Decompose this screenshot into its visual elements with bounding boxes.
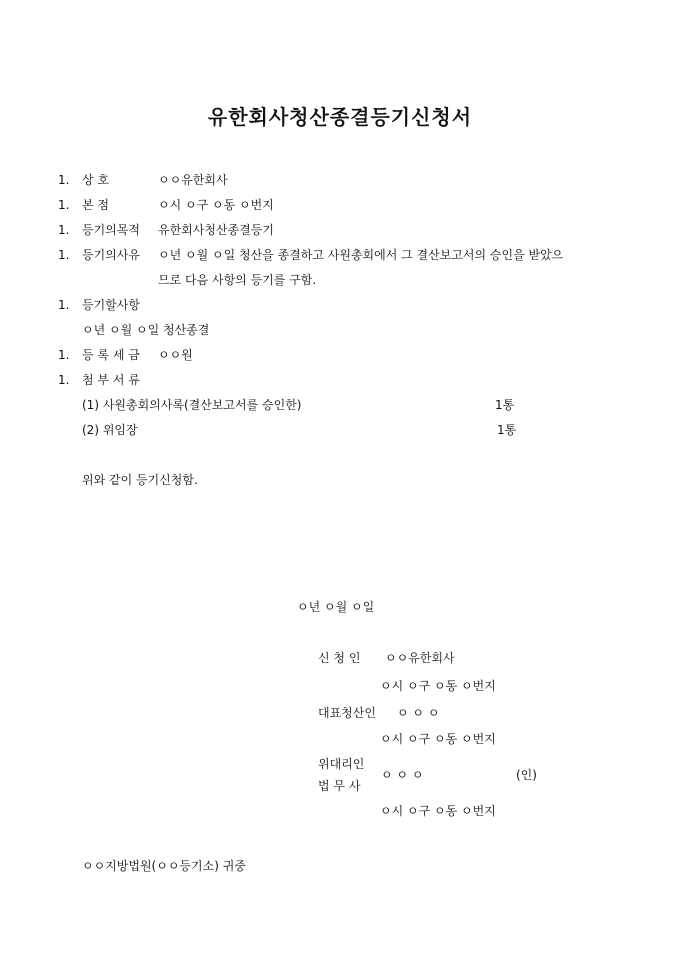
- document-title: 유한회사청산종결등기신청서: [207, 105, 473, 129]
- item-label: 등기할사항: [82, 298, 140, 312]
- item-value: ㅇㅇ원: [158, 348, 193, 362]
- item-value: ㅇ년 ㅇ월 ㅇ일 청산을 종결하고 사원총회에서 그 결산보고서의 승인을 받았으: [158, 248, 564, 262]
- item-value: ㅇ시 ㅇ구 ㅇ동 ㅇ번지: [158, 198, 274, 212]
- agent-label-line2: 법 무 사: [318, 779, 361, 793]
- item-value-continued: 므로 다음 사항의 등기를 구함.: [158, 273, 317, 287]
- agent-address: ㅇ시 ㅇ구 ㅇ동 ㅇ번지: [380, 804, 496, 818]
- liquidator-label: 대표청산인: [318, 706, 376, 720]
- applicant-label: 신 청 인: [318, 651, 361, 665]
- application-date: ㅇ년 ㅇ월 ㅇ일: [297, 600, 375, 614]
- applicant-name: ㅇㅇ유한회사: [385, 651, 455, 665]
- agent-seal: (인): [516, 768, 537, 782]
- attachment-count: 1통: [495, 398, 515, 412]
- attachment-name: (1) 사원총회의사록(결산보고서를 승인한): [82, 398, 302, 412]
- item-number: 1.: [58, 298, 70, 312]
- item-number: 1.: [58, 348, 70, 362]
- item-label: 상 호: [82, 173, 109, 187]
- item-label: 첨 부 서 류: [82, 373, 140, 387]
- item-label: 등 록 세 금: [82, 348, 140, 362]
- liquidator-address: ㅇ시 ㅇ구 ㅇ동 ㅇ번지: [380, 732, 496, 746]
- item-number: 1.: [58, 223, 70, 237]
- item-number: 1.: [58, 173, 70, 187]
- addressee: ㅇㅇ지방법원(ㅇㅇ등기소) 귀중: [82, 859, 246, 873]
- agent-name: ㅇ ㅇ ㅇ: [381, 768, 424, 782]
- item-value: ㅇ년 ㅇ월 ㅇ일 청산종결: [82, 323, 210, 337]
- closing-statement: 위와 같이 등기신청함.: [82, 473, 198, 487]
- item-value: ㅇㅇ유한회사: [158, 173, 228, 187]
- item-label: 본 점: [82, 198, 109, 212]
- item-number: 1.: [58, 373, 70, 387]
- item-label: 등기의목적: [82, 223, 140, 237]
- agent-label-line1: 위대리인: [318, 757, 365, 771]
- item-value: 유한회사청산종결등기: [158, 223, 274, 237]
- attachment-name: (2) 위임장: [82, 423, 138, 437]
- applicant-address: ㅇ시 ㅇ구 ㅇ동 ㅇ번지: [380, 679, 496, 693]
- attachment-count: 1통: [497, 423, 517, 437]
- item-number: 1.: [58, 248, 70, 262]
- item-label: 등기의사유: [82, 248, 140, 262]
- liquidator-name: ㅇ ㅇ ㅇ: [397, 706, 440, 720]
- item-number: 1.: [58, 198, 70, 212]
